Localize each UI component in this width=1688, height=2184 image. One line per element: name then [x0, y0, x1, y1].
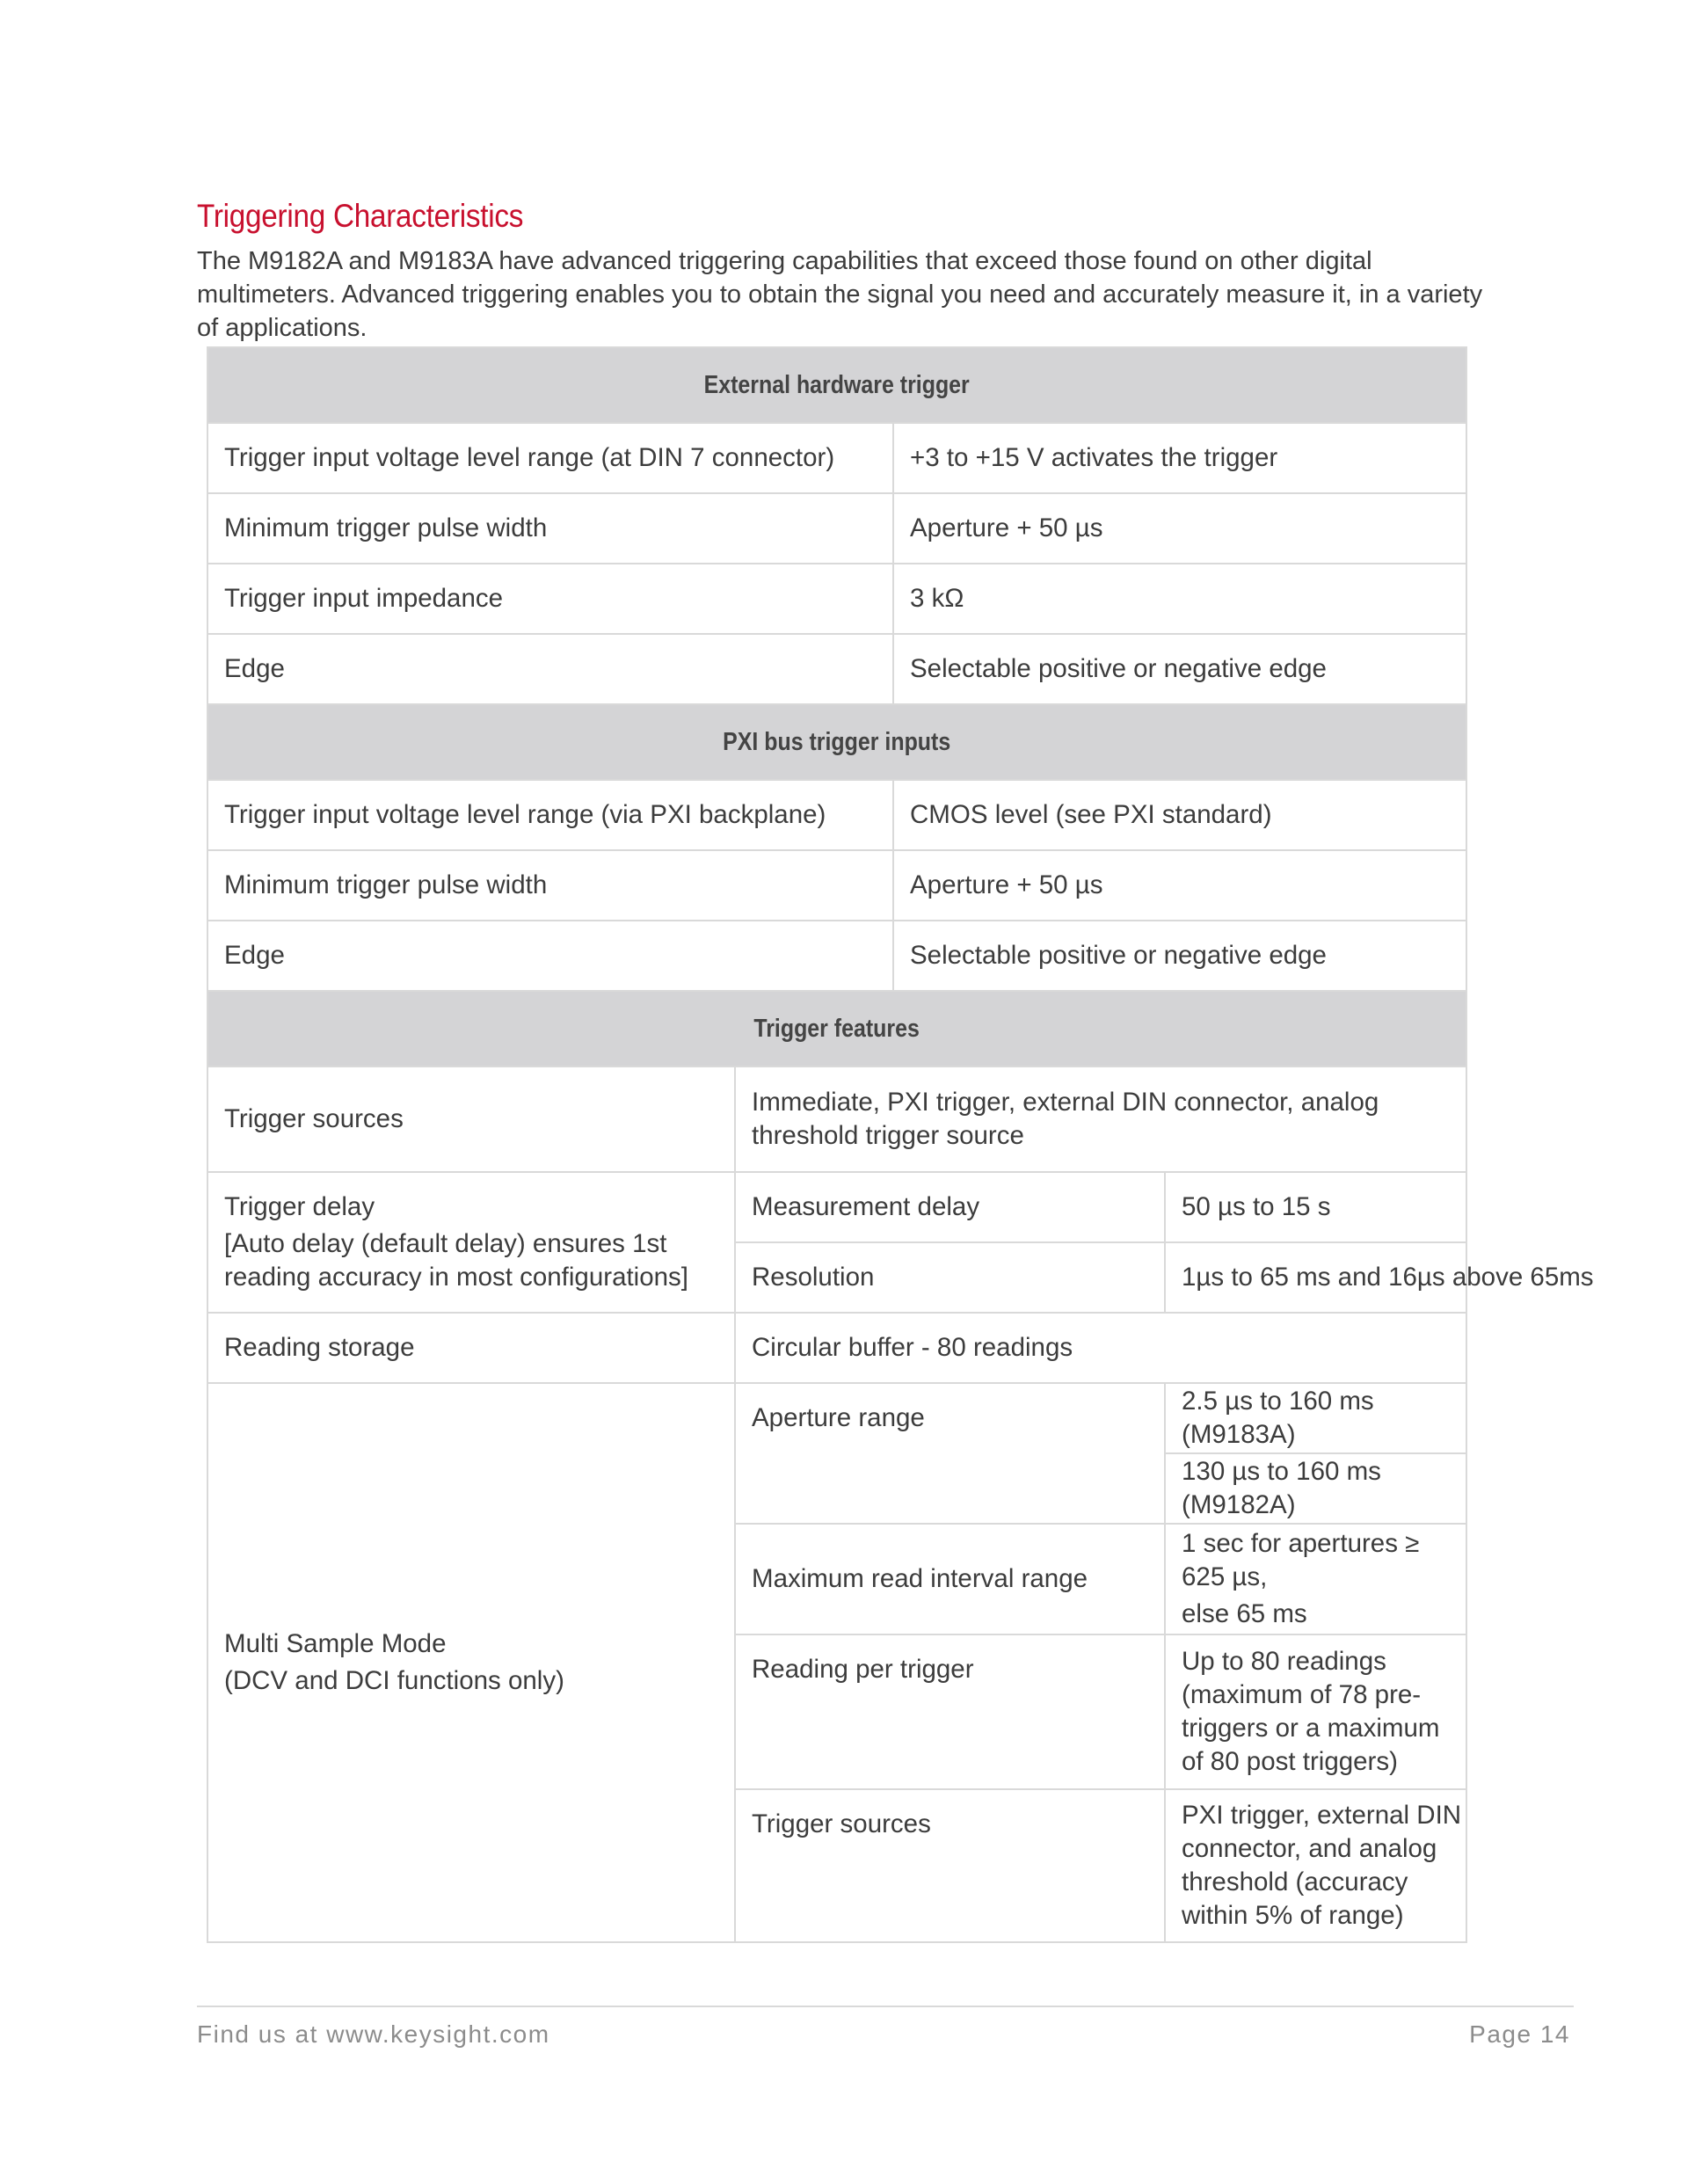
multi-sample-cell: [207, 1383, 735, 1942]
intro-paragraph: The M9182A and M9183A have advanced triggering capabilities that exceed those found on other digital multimeters. Advanced triggering enables you to obtain the signal you need and accurately measure it, in a variety of applications.: [197, 247, 1483, 342]
section-header-external: External hardware trigger: [703, 371, 971, 399]
max-read-line-1: 1 sec for apertures ≥ 625 µs,: [1182, 1529, 1420, 1591]
row-value: Immediate, PXI trigger, external DIN connector, analog threshold trigger source: [735, 1067, 1466, 1172]
table-row: [207, 423, 1466, 493]
section-pxi: [207, 704, 1466, 780]
row-label: Trigger input impedance: [207, 564, 893, 634]
row-label: Trigger delay: [224, 1192, 375, 1221]
row-label: Trigger sources: [207, 1067, 735, 1172]
sub-label: Reading per trigger: [735, 1634, 1165, 1789]
section-header-pxi: PXI bus trigger inputs: [723, 728, 951, 756]
triggering-spec-table: [207, 346, 1594, 1943]
row-note: [Auto delay (default delay) ensures 1st reading accuracy in most configurations]: [224, 1229, 688, 1292]
page-number: Page 14: [1469, 2020, 1570, 2048]
sub-label: Resolution: [735, 1242, 1165, 1313]
sub-label: Aperture range: [735, 1383, 1165, 1524]
footer-divider: [197, 2006, 1574, 2007]
sub-value: PXI trigger, external DIN connector, and analog threshold (accuracy within 5% of range): [1165, 1789, 1466, 1942]
row-value: +3 to +15 V activates the trigger: [893, 423, 1466, 493]
row-value: Circular buffer - 80 readings: [735, 1313, 1466, 1383]
table-row: [207, 564, 1466, 634]
sub-label: Maximum read interval range: [735, 1524, 1165, 1634]
table-row: [207, 1313, 1466, 1383]
row-value: CMOS level (see PXI standard): [893, 780, 1466, 850]
row-label: Edge: [207, 634, 893, 704]
row-label: Reading storage: [207, 1313, 735, 1383]
sub-value: 50 µs to 15 s: [1165, 1172, 1466, 1242]
section-header-features: Trigger features: [753, 1015, 920, 1043]
sub-value: 2.5 µs to 160 ms (M9183A): [1165, 1383, 1466, 1453]
row-label: Minimum trigger pulse width: [207, 850, 893, 921]
row-label: Trigger input voltage level range (via PXI backplane): [207, 780, 893, 850]
section-features: [207, 991, 1466, 1067]
sub-value: Up to 80 readings (maximum of 78 pre-triggers or a maximum of 80 post triggers): [1165, 1634, 1466, 1789]
row-label: Edge: [207, 921, 893, 991]
row-label: Trigger input voltage level range (at DIN 7 connector): [207, 423, 893, 493]
row-value: Aperture + 50 µs: [893, 850, 1466, 921]
row-label: Minimum trigger pulse width: [207, 493, 893, 564]
table-row: [207, 921, 1466, 991]
trigger-delay-cell: [207, 1172, 735, 1313]
row-value: 3 kΩ: [893, 564, 1466, 634]
row-value: Aperture + 50 µs: [893, 493, 1466, 564]
table-row: [207, 1172, 1466, 1242]
page-title: Triggering Characteristics: [197, 198, 524, 234]
row-label: Multi Sample Mode: [224, 1629, 447, 1658]
footer-website: Find us at www.keysight.com: [197, 2020, 550, 2048]
table-row: [207, 493, 1466, 564]
table-row: [207, 1383, 1466, 1453]
table-row: [207, 850, 1466, 921]
sub-label: Trigger sources: [735, 1789, 1165, 1942]
sub-value: [1165, 1524, 1466, 1634]
row-value: Selectable positive or negative edge: [893, 634, 1466, 704]
max-read-line-2: else 65 ms: [1182, 1599, 1307, 1628]
table-row: [207, 1067, 1466, 1172]
row-value: Selectable positive or negative edge: [893, 921, 1466, 991]
sub-label: Measurement delay: [735, 1172, 1165, 1242]
row-note: (DCV and DCI functions only): [224, 1666, 564, 1695]
section-external: [207, 347, 1466, 423]
table-row: [207, 780, 1466, 850]
sub-value: 130 µs to 160 ms (M9182A): [1165, 1453, 1466, 1524]
sub-value: 1µs to 65 ms and 16µs above 65ms: [1165, 1242, 1466, 1313]
table-row: [207, 634, 1466, 704]
